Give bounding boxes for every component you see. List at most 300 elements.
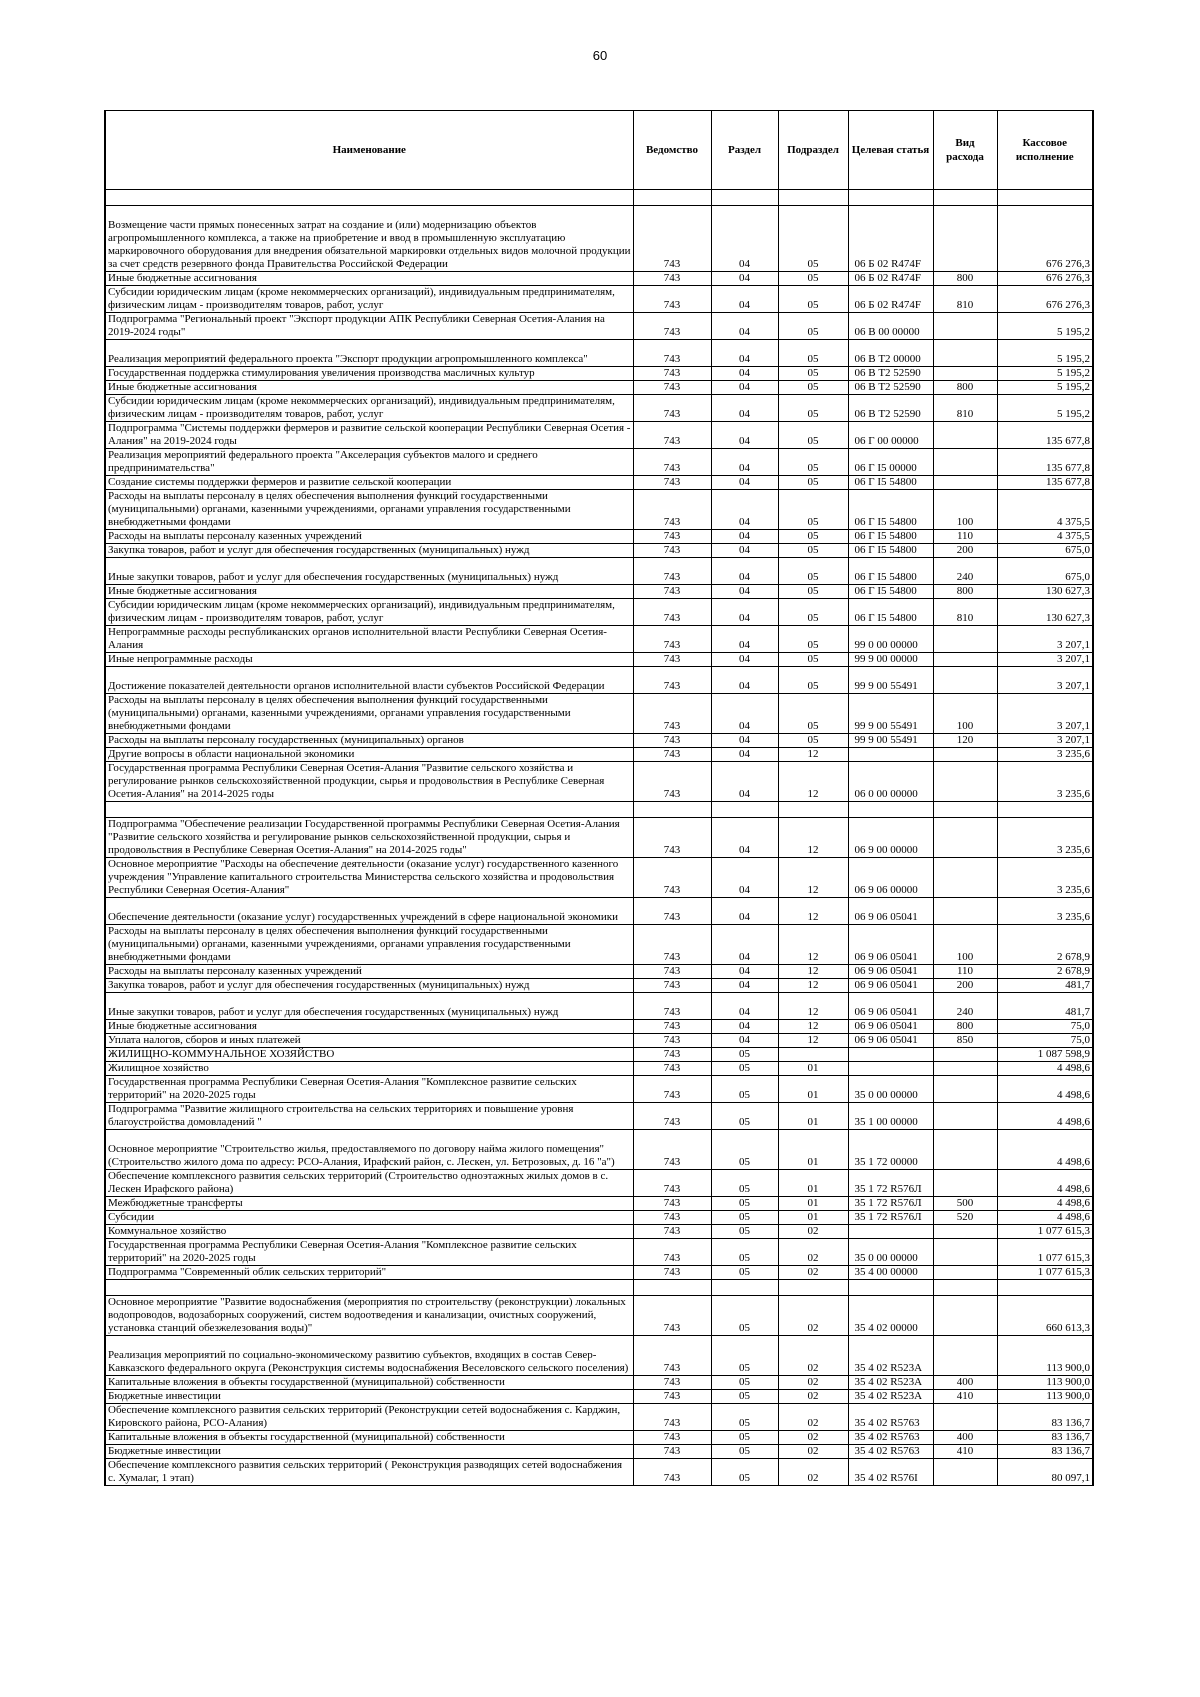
cell-vid-raskhoda [933,1062,997,1076]
table-row [105,1197,1093,1211]
table-row [105,748,1093,762]
cell-vedomstvo: 743 [633,286,711,313]
table-row [105,558,1093,585]
cell-kassovoe-ispolnenie: 5 195,2 [997,381,1093,395]
cell-kassovoe-ispolnenie: 4 498,6 [997,1130,1093,1170]
cell-kassovoe-ispolnenie: 4 498,6 [997,1062,1093,1076]
cell-kassovoe-ispolnenie: 80 097,1 [997,1459,1093,1486]
spacer-cell [633,802,711,818]
cell-razdel: 05 [711,1239,778,1266]
cell-vedomstvo: 743 [633,395,711,422]
cell-vedomstvo: 743 [633,762,711,802]
cell-kassovoe-ispolnenie: 75,0 [997,1020,1093,1034]
table-row [105,422,1093,449]
cell-name: Иные закупки товаров, работ и услуг для обеспечения государственных (муниципальных) нужд [105,993,633,1020]
cell-razdel: 04 [711,653,778,667]
cell-podrazdel: 12 [778,965,848,979]
cell-name: Расходы на выплаты персоналу казенных учреждений [105,530,633,544]
table-row [105,599,1093,626]
table-row [105,1239,1093,1266]
spacer-cell [848,1280,933,1296]
cell-celevaya-statya [848,748,933,762]
cell-name: Закупка товаров, работ и услуг для обеспечения государственных (муниципальных) нужд [105,544,633,558]
spacer-cell [848,190,933,206]
cell-razdel: 04 [711,734,778,748]
cell-name: Закупка товаров, работ и услуг для обеспечения государственных (муниципальных) нужд [105,979,633,993]
cell-vid-raskhoda [933,1076,997,1103]
table-row [105,395,1093,422]
cell-vedomstvo: 743 [633,925,711,965]
cell-kassovoe-ispolnenie: 83 136,7 [997,1445,1093,1459]
cell-razdel: 04 [711,667,778,694]
table-row [105,1445,1093,1459]
cell-name: Подпрограмма "Современный облик сельских территорий" [105,1266,633,1280]
cell-kassovoe-ispolnenie: 5 195,2 [997,395,1093,422]
cell-name: Основное мероприятие "Строительство жилья, предоставляемого по договору найма жилого помещения" (Строительство жилого дома по адресу: РСО-Алания, Ирафский район, с. Лескен, ул. Бетрозовых, д. 16 "а") [105,1130,633,1170]
cell-vedomstvo: 743 [633,272,711,286]
cell-razdel: 05 [711,1445,778,1459]
cell-celevaya-statya: 99 9 00 55491 [848,694,933,734]
header-razdel: Раздел [711,111,778,190]
header-kassovoe-ispolnenie: Кассовое исполнение [997,111,1093,190]
cell-celevaya-statya: 99 9 00 00000 [848,653,933,667]
table-row [105,818,1093,858]
table-body [105,190,1093,1486]
cell-razdel: 04 [711,626,778,653]
table-row [105,367,1093,381]
cell-razdel: 05 [711,1197,778,1211]
cell-razdel: 04 [711,762,778,802]
cell-vid-raskhoda: 500 [933,1197,997,1211]
cell-podrazdel: 05 [778,585,848,599]
cell-name: Подпрограмма "Региональный проект "Экспорт продукции АПК Республики Северная Осетия-Алания на 2019-2024 годы" [105,313,633,340]
cell-celevaya-statya: 35 1 72 R576Л [848,1170,933,1197]
table-row [105,449,1093,476]
cell-vid-raskhoda [933,762,997,802]
cell-name: Иные бюджетные ассигнования [105,585,633,599]
table-row [105,925,1093,965]
cell-kassovoe-ispolnenie: 660 613,3 [997,1296,1093,1336]
cell-kassovoe-ispolnenie: 1 077 615,3 [997,1225,1093,1239]
cell-razdel: 04 [711,585,778,599]
cell-celevaya-statya: 35 4 02 R5763 [848,1431,933,1445]
cell-razdel: 05 [711,1336,778,1376]
cell-name: Основное мероприятие "Расходы на обеспечение деятельности (оказание услуг) государственного казенного учреждения "Управление капитального строительства Министерства сельского хозяйства и продовольствия Республики Северная Осетия-Алания" [105,858,633,898]
cell-kassovoe-ispolnenie: 4 375,5 [997,530,1093,544]
cell-podrazdel: 12 [778,858,848,898]
cell-podrazdel [778,1048,848,1062]
table-row [105,667,1093,694]
cell-vid-raskhoda [933,1170,997,1197]
cell-name: Обеспечение деятельности (оказание услуг) государственных учреждений в сфере национальной экономики [105,898,633,925]
cell-podrazdel: 02 [778,1431,848,1445]
cell-vid-raskhoda: 100 [933,694,997,734]
cell-razdel: 05 [711,1431,778,1445]
cell-vid-raskhoda: 110 [933,530,997,544]
cell-razdel: 04 [711,367,778,381]
cell-vedomstvo: 743 [633,585,711,599]
cell-name: Обеспечение комплексного развития сельских территорий ( Реконструкция разводящих сетей водоснабжения с. Хумалаг, 1 этап) [105,1459,633,1486]
cell-razdel: 04 [711,381,778,395]
cell-razdel: 04 [711,993,778,1020]
header-vedomstvo: Ведомство [633,111,711,190]
cell-vedomstvo: 743 [633,626,711,653]
cell-vedomstvo: 743 [633,734,711,748]
cell-celevaya-statya [848,1062,933,1076]
cell-razdel: 04 [711,748,778,762]
table-row [105,653,1093,667]
cell-name: Расходы на выплаты персоналу в целях обеспечения выполнения функций государственными (муниципальными) органами, казенными учреждениями, органами управления государственными внебюджетными фондами [105,490,633,530]
cell-name: Расходы на выплаты персоналу казенных учреждений [105,965,633,979]
cell-razdel: 05 [711,1211,778,1225]
cell-razdel: 04 [711,898,778,925]
cell-celevaya-statya: 35 4 02 R576I [848,1459,933,1486]
cell-vid-raskhoda [933,1336,997,1376]
cell-razdel: 04 [711,925,778,965]
spacer-cell [105,802,633,818]
cell-vid-raskhoda [933,206,997,272]
table-row [105,340,1093,367]
cell-celevaya-statya: 06 9 06 05041 [848,1034,933,1048]
cell-vedomstvo: 743 [633,1048,711,1062]
cell-name: Субсидии юридическим лицам (кроме некоммерческих организаций), индивидуальным предпринимателям, физическим лицам - производителям товаров, работ, услуг [105,599,633,626]
cell-name: Расходы на выплаты персоналу в целях обеспечения выполнения функций государственными (муниципальными) органами, казенными учреждениями, органами управления государственными внебюджетными фондами [105,694,633,734]
cell-kassovoe-ispolnenie: 3 235,6 [997,898,1093,925]
cell-celevaya-statya: 06 Г I5 54800 [848,585,933,599]
cell-kassovoe-ispolnenie: 4 498,6 [997,1197,1093,1211]
cell-celevaya-statya: 06 Г I5 54800 [848,558,933,585]
cell-vedomstvo: 743 [633,1336,711,1376]
cell-celevaya-statya: 06 9 06 05041 [848,925,933,965]
cell-kassovoe-ispolnenie: 113 900,0 [997,1390,1093,1404]
cell-razdel: 05 [711,1170,778,1197]
cell-vedomstvo: 743 [633,599,711,626]
cell-kassovoe-ispolnenie: 130 627,3 [997,585,1093,599]
cell-name: Капитальные вложения в объекты государственной (муниципальной) собственности [105,1376,633,1390]
table-row [105,313,1093,340]
spacer-cell [105,190,633,206]
cell-celevaya-statya: 06 В Т2 52590 [848,367,933,381]
header-vid-raskhoda: Вид расхода [933,111,997,190]
table-row [105,898,1093,925]
cell-celevaya-statya: 99 9 00 55491 [848,667,933,694]
cell-vedomstvo: 743 [633,1130,711,1170]
cell-vid-raskhoda [933,476,997,490]
cell-razdel: 05 [711,1376,778,1390]
cell-kassovoe-ispolnenie: 2 678,9 [997,965,1093,979]
cell-podrazdel: 02 [778,1390,848,1404]
cell-podrazdel: 05 [778,313,848,340]
cell-vid-raskhoda [933,367,997,381]
cell-kassovoe-ispolnenie: 675,0 [997,558,1093,585]
spacer-cell [633,1280,711,1296]
cell-razdel: 04 [711,818,778,858]
cell-vedomstvo: 743 [633,1170,711,1197]
table-row [105,1459,1093,1486]
table-row [105,1266,1093,1280]
table-row [105,1076,1093,1103]
cell-vid-raskhoda: 100 [933,925,997,965]
cell-podrazdel: 05 [778,476,848,490]
cell-podrazdel: 05 [778,286,848,313]
cell-podrazdel: 05 [778,381,848,395]
cell-name: Подпрограмма "Развитие жилищного строительства на сельских территориях и повышение уровня благоустройства домовладений " [105,1103,633,1130]
cell-vid-raskhoda [933,653,997,667]
cell-name: Субсидии юридическим лицам (кроме некоммерческих организаций), индивидуальным предпринимателям, физическим лицам - производителям товаров, работ, услуг [105,395,633,422]
cell-name: Бюджетные инвестиции [105,1390,633,1404]
cell-name: Основное мероприятие "Развитие водоснабжения (мероприятия по строительству (реконструкции) локальных водопроводов, водозаборных сооружений, систем водоотведения и канализации, очистных сооружений, установка станций обезжелезования воды)" [105,1296,633,1336]
cell-kassovoe-ispolnenie: 4 498,6 [997,1170,1093,1197]
cell-razdel: 05 [711,1404,778,1431]
cell-kassovoe-ispolnenie: 4 498,6 [997,1211,1093,1225]
cell-celevaya-statya: 35 1 72 R576Л [848,1197,933,1211]
table-row [105,979,1093,993]
cell-name: Межбюджетные трансферты [105,1197,633,1211]
table-header [105,111,1093,190]
cell-vedomstvo: 743 [633,818,711,858]
cell-vid-raskhoda: 200 [933,979,997,993]
cell-name: Жилищное хозяйство [105,1062,633,1076]
cell-podrazdel: 02 [778,1225,848,1239]
cell-vid-raskhoda [933,1225,997,1239]
cell-vedomstvo: 743 [633,1390,711,1404]
cell-kassovoe-ispolnenie: 130 627,3 [997,599,1093,626]
cell-podrazdel: 05 [778,530,848,544]
table-row [105,1404,1093,1431]
cell-celevaya-statya [848,1225,933,1239]
cell-podrazdel: 05 [778,626,848,653]
cell-kassovoe-ispolnenie: 113 900,0 [997,1336,1093,1376]
cell-kassovoe-ispolnenie: 3 207,1 [997,694,1093,734]
table-row [105,272,1093,286]
cell-razdel: 04 [711,422,778,449]
cell-razdel: 04 [711,1034,778,1048]
cell-podrazdel: 02 [778,1459,848,1486]
cell-kassovoe-ispolnenie: 3 207,1 [997,667,1093,694]
cell-name: Государственная программа Республики Северная Осетия-Алания "Комплексное развитие сельских территорий" на 2020-2025 годы [105,1239,633,1266]
spacer-cell [778,802,848,818]
page-number: 60 [592,48,608,63]
cell-vid-raskhoda: 410 [933,1445,997,1459]
cell-vid-raskhoda: 240 [933,993,997,1020]
cell-celevaya-statya: 06 9 00 00000 [848,818,933,858]
cell-celevaya-statya: 06 9 06 05041 [848,979,933,993]
table-row [105,1431,1093,1445]
cell-razdel: 04 [711,530,778,544]
cell-celevaya-statya: 35 0 00 00000 [848,1239,933,1266]
cell-name: Расходы на выплаты персоналу в целях обеспечения выполнения функций государственными (муниципальными) органами, казенными учреждениями, органами управления государственными внебюджетными фондами [105,925,633,965]
cell-kassovoe-ispolnenie: 4 375,5 [997,490,1093,530]
cell-vid-raskhoda [933,1048,997,1062]
cell-vedomstvo: 743 [633,993,711,1020]
cell-kassovoe-ispolnenie: 5 195,2 [997,340,1093,367]
cell-name: Обеспечение комплексного развития сельских территорий (Реконструкции сетей водоснабжения с. Карджин, Кировского района, РСО-Алания) [105,1404,633,1431]
cell-podrazdel: 05 [778,544,848,558]
cell-vid-raskhoda [933,422,997,449]
cell-razdel: 05 [711,1048,778,1062]
cell-podrazdel: 12 [778,1034,848,1048]
table-row [105,762,1093,802]
spacer-cell [997,190,1093,206]
spacer-cell [933,802,997,818]
cell-vedomstvo: 743 [633,1376,711,1390]
cell-podrazdel: 12 [778,898,848,925]
cell-vid-raskhoda [933,818,997,858]
cell-vedomstvo: 743 [633,206,711,272]
spacer-cell [933,1280,997,1296]
cell-razdel: 04 [711,340,778,367]
cell-vid-raskhoda [933,340,997,367]
cell-podrazdel: 05 [778,367,848,381]
cell-podrazdel: 12 [778,762,848,802]
spacer-cell [633,190,711,206]
cell-kassovoe-ispolnenie: 676 276,3 [997,286,1093,313]
cell-vid-raskhoda: 110 [933,965,997,979]
cell-celevaya-statya: 35 4 02 00000 [848,1296,933,1336]
cell-kassovoe-ispolnenie: 3 207,1 [997,653,1093,667]
cell-vid-raskhoda: 410 [933,1390,997,1404]
cell-name: Коммунальное хозяйство [105,1225,633,1239]
cell-vedomstvo: 743 [633,422,711,449]
cell-name: Субсидии [105,1211,633,1225]
cell-name: ЖИЛИЩНО-КОММУНАЛЬНОЕ ХОЗЯЙСТВО [105,1048,633,1062]
cell-vid-raskhoda: 810 [933,395,997,422]
cell-podrazdel: 05 [778,667,848,694]
cell-podrazdel: 02 [778,1376,848,1390]
cell-name: Иные закупки товаров, работ и услуг для обеспечения государственных (муниципальных) нужд [105,558,633,585]
cell-kassovoe-ispolnenie: 3 235,6 [997,762,1093,802]
cell-vid-raskhoda: 400 [933,1376,997,1390]
cell-name: Уплата налогов, сборов и иных платежей [105,1034,633,1048]
cell-podrazdel: 01 [778,1197,848,1211]
cell-podrazdel: 01 [778,1170,848,1197]
cell-vid-raskhoda: 800 [933,1020,997,1034]
cell-vid-raskhoda [933,313,997,340]
spacer-row [105,1280,1093,1296]
cell-podrazdel: 12 [778,925,848,965]
cell-kassovoe-ispolnenie: 135 677,8 [997,422,1093,449]
cell-celevaya-statya: 06 В Т2 00000 [848,340,933,367]
cell-vid-raskhoda [933,1239,997,1266]
cell-kassovoe-ispolnenie: 75,0 [997,1034,1093,1048]
cell-podrazdel: 05 [778,340,848,367]
cell-kassovoe-ispolnenie: 3 207,1 [997,626,1093,653]
cell-vid-raskhoda: 810 [933,599,997,626]
cell-kassovoe-ispolnenie: 5 195,2 [997,313,1093,340]
cell-vid-raskhoda [933,667,997,694]
table-row [105,694,1093,734]
table-row [105,1020,1093,1034]
cell-razdel: 04 [711,694,778,734]
cell-razdel: 04 [711,965,778,979]
cell-name: Реализация мероприятий федерального проекта "Экспорт продукции агропромышленного комплекса" [105,340,633,367]
cell-podrazdel: 02 [778,1239,848,1266]
cell-podrazdel: 05 [778,558,848,585]
cell-name: Непрограммные расходы республиканских органов исполнительной власти Республики Северная Осетия-Алания [105,626,633,653]
table-row [105,381,1093,395]
cell-kassovoe-ispolnenie: 4 498,6 [997,1076,1093,1103]
cell-razdel: 04 [711,272,778,286]
spacer-cell [105,1280,633,1296]
cell-podrazdel: 12 [778,993,848,1020]
cell-celevaya-statya: 99 9 00 55491 [848,734,933,748]
cell-vedomstvo: 743 [633,558,711,585]
cell-vid-raskhoda [933,626,997,653]
cell-kassovoe-ispolnenie: 135 677,8 [997,476,1093,490]
cell-podrazdel: 02 [778,1296,848,1336]
cell-podrazdel: 02 [778,1445,848,1459]
cell-vid-raskhoda [933,1266,997,1280]
cell-vid-raskhoda [933,858,997,898]
cell-razdel: 04 [711,490,778,530]
cell-vedomstvo: 743 [633,694,711,734]
cell-kassovoe-ispolnenie: 113 900,0 [997,1376,1093,1390]
cell-vedomstvo: 743 [633,965,711,979]
header-name: Наименование [105,111,633,190]
cell-kassovoe-ispolnenie: 676 276,3 [997,206,1093,272]
cell-kassovoe-ispolnenie: 481,7 [997,993,1093,1020]
cell-celevaya-statya: 06 В Т2 52590 [848,395,933,422]
cell-celevaya-statya: 06 9 06 05041 [848,993,933,1020]
cell-celevaya-statya: 06 9 06 05041 [848,898,933,925]
table-row [105,585,1093,599]
budget-table [104,110,1094,1486]
cell-celevaya-statya: 06 В 00 00000 [848,313,933,340]
cell-vedomstvo: 743 [633,340,711,367]
cell-celevaya-statya: 35 4 02 R523A [848,1376,933,1390]
cell-name: Иные непрограммные расходы [105,653,633,667]
cell-celevaya-statya: 06 9 06 05041 [848,1020,933,1034]
cell-celevaya-statya: 06 9 06 05041 [848,965,933,979]
table-row [105,530,1093,544]
table-row [105,1048,1093,1062]
cell-vid-raskhoda: 520 [933,1211,997,1225]
cell-vedomstvo: 743 [633,1197,711,1211]
cell-name: Реализация мероприятий федерального проекта "Акселерация субъектов малого и среднего предпринимательства" [105,449,633,476]
cell-kassovoe-ispolnenie: 481,7 [997,979,1093,993]
cell-kassovoe-ispolnenie: 3 207,1 [997,734,1093,748]
cell-vedomstvo: 743 [633,653,711,667]
cell-razdel: 04 [711,313,778,340]
cell-podrazdel: 05 [778,694,848,734]
header-celevaya-statya: Целевая статья [848,111,933,190]
cell-podrazdel: 01 [778,1211,848,1225]
table-row [105,993,1093,1020]
table-row [105,1336,1093,1376]
cell-podrazdel: 02 [778,1266,848,1280]
table-row [105,1390,1093,1404]
cell-vid-raskhoda [933,898,997,925]
spacer-row [105,190,1093,206]
table-row [105,1170,1093,1197]
table-row [105,544,1093,558]
table-row [105,1130,1093,1170]
cell-celevaya-statya: 35 1 72 R576Л [848,1211,933,1225]
cell-vid-raskhoda [933,1404,997,1431]
cell-celevaya-statya: 06 Г I5 00000 [848,449,933,476]
table-row [105,626,1093,653]
cell-celevaya-statya: 35 4 02 R5763 [848,1404,933,1431]
cell-podrazdel: 01 [778,1130,848,1170]
cell-vid-raskhoda: 800 [933,272,997,286]
cell-name: Обеспечение комплексного развития сельских территорий (Строительство одноэтажных жилых домов в с. Лескен Ирафского района) [105,1170,633,1197]
spacer-cell [848,802,933,818]
cell-celevaya-statya: 06 Б 02 R474F [848,272,933,286]
header-podrazdel: Подраздел [778,111,848,190]
cell-celevaya-statya: 06 0 00 00000 [848,762,933,802]
cell-name: Бюджетные инвестиции [105,1445,633,1459]
cell-celevaya-statya: 06 Б 02 R474F [848,206,933,272]
